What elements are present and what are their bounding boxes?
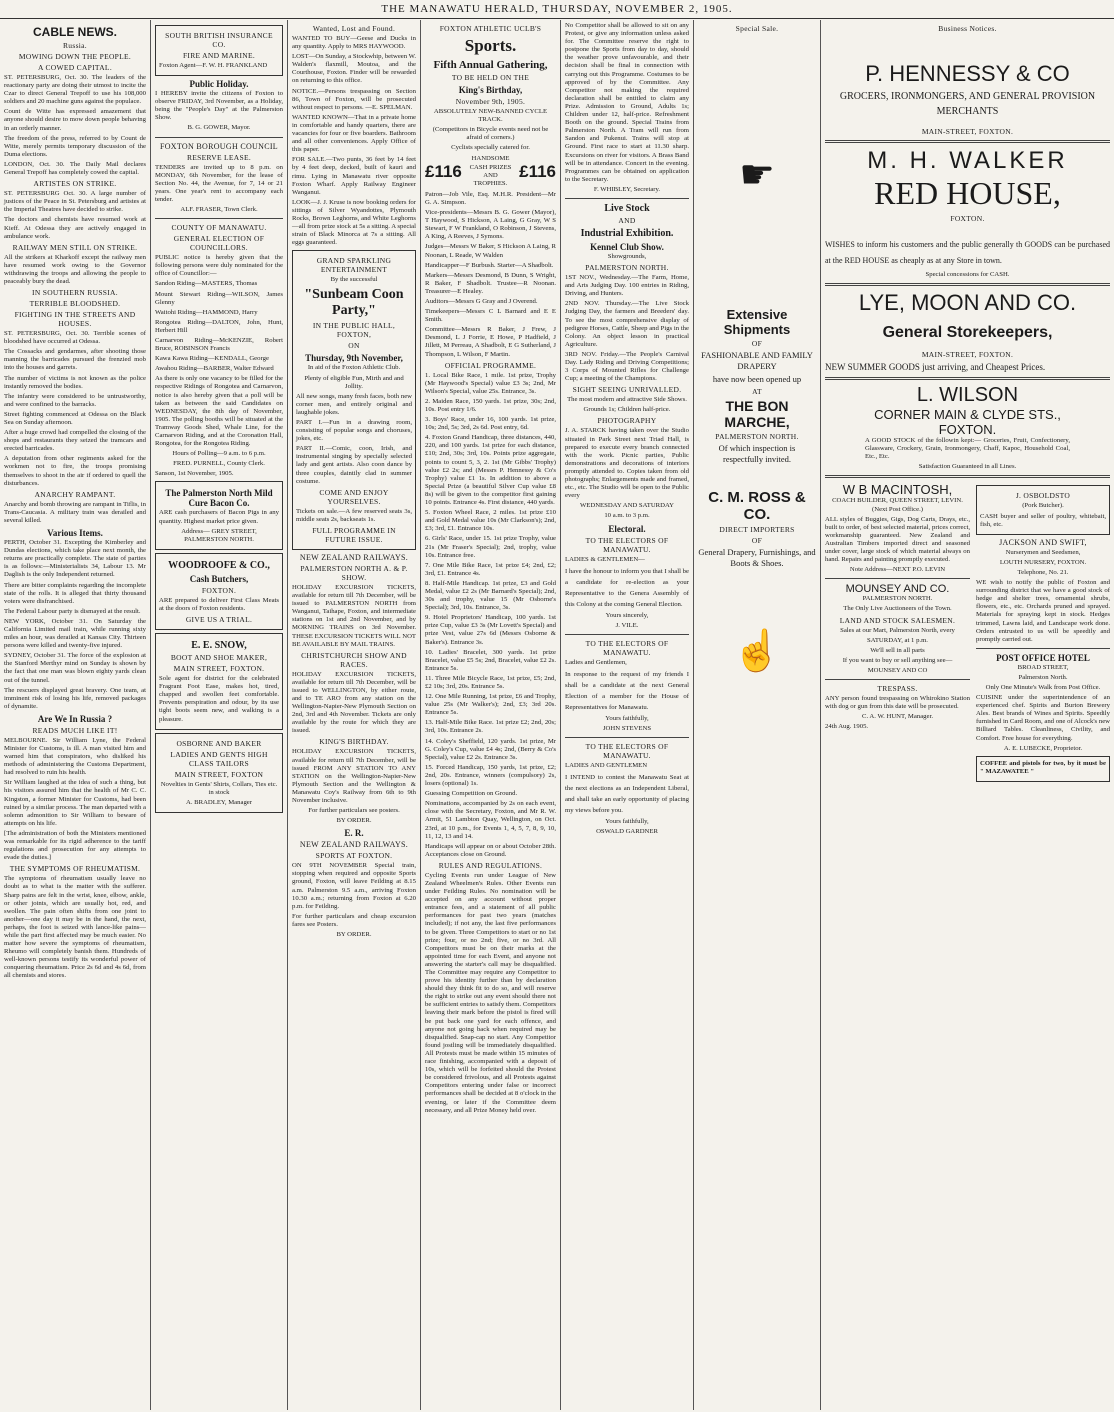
heading: Russia. <box>63 41 87 50</box>
heading: OSBORNE AND BAKER <box>176 738 262 748</box>
heading: COUNTY OF MANAWATU. <box>171 223 267 233</box>
heading: FIGHTING IN THE STREETS AND HOUSES. <box>14 310 136 329</box>
paragraph: As there is only one vacancy to be filled for the respective Ridings of Rongotea and Carnarvon, notice is also hereby given that a poll will be taken as between the said Candidates on WEDNESDAY, the 8th day of November, 1905. The polling booths will be situated at the Tramway Goods Shed, Whale Line, for the Carnarvon Riding, and at the Coronation Hall, Rongotea, for the Rongotea Riding. <box>155 375 283 448</box>
heading: PALMERSTON NORTH A. & P. SHOW. <box>300 563 408 582</box>
paragraph: No Competitor shall be allowed to sit on any Protest, or give any information unless asked for. The Committee reserve the right to postpone the Sports from day to day, should the weather prove unfavourable, and their decision shall be final in connection with carrying out this Programme. Costumes to be approved of by the Committee. Any Competitor not making the required declaration shall be entitled to claim any Prize. Admission to Ground, Adults 1s; Children under 12, half-price. Refreshment Booth on the ground. Special Trains from Palmerston North. A Tram will run from Sandon and Pukenui. Trains will stop at Ground. First race to start at 11.30 sharp. Excursions on river for visitors. A Brass Band will be in attendance. Concert in the evening. Programmes can be obtained on application to the Secretary. <box>565 22 689 183</box>
paragraph: HOLIDAY EXCURSION TICKETS, available for return till 7th December, will be issued to PALMERSTON NORTH from Wanganui, Taihape, Foxton, and intermediate stations on 1st and 2nd November, and by MORNING TRAINS on 3rd November. THESE EXCURSION TICKETS WILL NOT BE AVAILABLE BY MAIL TRAINS. <box>292 583 416 648</box>
event-item: 5. Foxton Wheel Race, 2 miles. 1st prize £10 and Gold Medal value 10s (Mr Clarkson's); 2nd, £3; 3rd, £1. Entrance 10s. <box>425 509 556 533</box>
prize-text: HANDSOME CASH PRIZES AND TROPHIES. <box>469 155 512 187</box>
heading: TO THE ELECTORS OF MANAWATU. <box>585 638 669 657</box>
paragraph: Sales at our Mart, Palmerston North, every <box>840 626 955 634</box>
heading: P. HENNESSY & CO <box>865 61 1070 86</box>
paragraph: Patron—Job Vile, Esq. M.H.R. President—Mr G. A. Simpson. <box>425 190 556 206</box>
heading: GENERAL ELECTION OF COUNCILLORS. <box>173 234 265 253</box>
signature: B. G. GOWER, Mayor. <box>187 124 251 132</box>
heading: NEW ZEALAND RAILWAYS. <box>299 552 409 562</box>
cable-news-title: CABLE NEWS. <box>33 25 117 39</box>
heading: TO THE ELECTORS OF MANAWATU. <box>585 535 669 554</box>
paragraph: 10 a.m. to 3 p.m. <box>604 512 650 520</box>
paragraph: FASHIONABLE AND FAMILY DRAPERY <box>701 350 813 371</box>
heading: TO THE ELECTORS OF MANAWATU. <box>585 742 669 761</box>
paragraph: LONDON, Oct. 30. The Daily Mail declares General Trepoff has completely cowed the capital. <box>4 160 146 177</box>
event-item: 9. Hotel Proprietors' Handicap, 100 yards. 1st prize Cup, value £3 3s (Mr Lovett's Special) and prize Vest, value 27s 6d (Messrs Osborne & Baker's). Entrance 3s. <box>425 614 556 646</box>
paragraph: There are bitter complaints regarding the incomplete state of the rolls. It is alleged that thirty thousand voters were disfranchised. <box>4 581 146 605</box>
paragraph: GROCERS, IRONMONGERS, AND GENERAL PROVISION MERCHANTS <box>839 91 1096 117</box>
heading: "Sunbeam Coon Party," <box>304 287 404 319</box>
heading: ON <box>348 341 360 351</box>
heading: W B MACINTOSH, <box>842 482 953 498</box>
prize-banner <box>425 155 556 187</box>
paragraph: WISHES to inform his customers and the public generally th GOODS can be purchased at the RED HOUSE as cheaply as at any Store in town. <box>825 240 1110 265</box>
paragraph: COFFEE and pistols for two, by it must be " MAZAWATEE " <box>980 759 1106 775</box>
heading: The Palmerston North Mild Cure Bacon Co. <box>165 488 273 509</box>
heading: OF <box>751 536 763 545</box>
paragraph: LOST—On Sunday, a Stockwhip, between W. Walden's flaxmill, Moutoa, and the Courthouse, Foxton. Finder will be rewarded on returning to this office. <box>292 53 417 85</box>
signature: A. E. LUBECKE, Proprietor. <box>1003 744 1083 752</box>
heading: COME AND ENJOY YOURSELVES. <box>319 487 389 506</box>
paragraph: Cycling Events run under League of New Zealand Wheelmen's Rules. Other Events run under Feilding Rules. No nomination will be accepted on any account without proper entrance fees, and a statement of all public performances for past two years (matches included); if not any, the last five performances to be given. Three Competitors to start or no 1st prize; four, or no 2nd; five, or no 3rd. All Competitors must be on their marks at the appointed time for each Event, and anyone not answering the starter's call may be disqualified. The Committee may require any Competitor to prove his identity further than by declaration should they think fit to do so, and will reserve the right to strike out any event should there not be sufficient entries to satisfy them. Competitors leaving their mark before the pistol is fired will be put back one yard for each offence, and anyone not going back when required may be disqualified. Snap-cap no start. Any Competitor found jostling will be immediately disqualified. All Protests must be made within 15 minutes of race finishing, accompanied with a deposit of 10s, which will be forfeited should the Protest be considered frivolous, and all Protests against Competitors entering under false or incorrect performances shall be decided at 8 o'clock in the evening, or later if the Committee deem necessary, and all Prize Money held over. <box>425 871 556 1114</box>
paragraph: Judges—Messrs W Baker, S Hickson A Laing, R Noonan, L Reade, W Walden <box>425 243 556 259</box>
heading: Live Stock <box>604 202 650 214</box>
paragraph: Grounds 1s; Children half-price. <box>583 406 671 414</box>
signature: F. WHIBLEY, Secretary. <box>593 185 661 193</box>
column-business <box>821 22 1114 1408</box>
heading: FOXTON. <box>201 585 237 595</box>
paragraph: PALMERSTON NORTH. <box>862 595 933 603</box>
paragraph: ARE cash purchasers of Bacon Pigs in any quantity. Highest market price given. <box>159 509 279 525</box>
signature: MOUNSEY AND CO <box>867 666 928 674</box>
paragraph: The Federal Labour party is dismayed at the result. <box>4 607 141 615</box>
paragraph: A deputation from other regiments asked for the workmen not to fire, the troops promising themselves to shoot in the air if ordered to quell the disturbances. <box>4 455 146 487</box>
paragraph: The Only Live Auctioneers of the Town. <box>843 605 952 613</box>
list-item: Waitohi Riding—HAMMOND, Harry <box>155 308 258 316</box>
paragraph: Guessing Competition on Ground. <box>425 790 518 798</box>
paragraph: NEW SUMMER GOODS just arriving, and Cheapest Prices. <box>825 362 1046 373</box>
paragraph: CASH buyer and seller of poultry, whitebait, fish, etc. <box>980 512 1106 528</box>
heading: Thursday, 9th November, <box>305 353 403 364</box>
paragraph: Committee—Messrs R Baker, J Frew, J Desmond, L J Forrie, E Howe, P Hadfield, J Jillett, M Perreau, A Shadbolt, E G Sutherland, J Thompson, L Wilson, F Martin. <box>425 326 556 358</box>
insurance-ad <box>155 25 283 76</box>
heading: ANARCHY RAMPANT. <box>34 489 116 499</box>
heading: C. M. ROSS & CO. <box>708 489 806 523</box>
paragraph: ON 9TH NOVEMBER Special train, stopping when required and opposite Sports ground, Foxton, will leave Feilding at 8.15 a.m. Palmerston 9.5 a.m., arriving Foxton 10.30 a.m.; returning from Foxton at 6.20 p.m. for Feilding. <box>292 862 416 910</box>
paragraph: TENDERS are invited up to 8 p.m. on MONDAY, 6th November, for the lease of Section No. 44, the Avenue, for 7, 14 or 21 years. One year's rent to accompany each tender. <box>155 163 283 203</box>
event-item: 10. Ladies' Bracelet, 300 yards. 1st prize Bracelet, value £5 5s; 2nd, Bracelet, value £2 2s. Entrance 5s. <box>425 648 556 672</box>
heading: LAND AND STOCK SALESMEN. <box>839 615 956 625</box>
heading: ARTISTES ON STRIKE. <box>33 179 117 189</box>
signature: JOHN STEVENS <box>602 724 652 732</box>
paragraph: The freedom of the press, referred to by Count de Witte, merely permits temporary discussion of the Duma elections. <box>4 134 146 158</box>
paragraph: J. A. STARCK having taken over the Studio situated in Park Street next Triad Hall, is prepared to execute every branch connected with the work. Picnic parties, Public demonstrations and decorations of interiors promptly attended to. Copies taken from old photographs; Enlargements made and framed, etc., etc. The Studio will be open to the Public every <box>565 427 689 500</box>
heading: A COWED CAPITAL. <box>38 63 112 72</box>
heading: BOOT AND SHOE MAKER, <box>170 653 268 663</box>
heading: CHRISTCHURCH SHOW AND RACES. <box>301 650 407 669</box>
heading: AT <box>752 387 762 396</box>
heading: FOXTON ATHLETIC UCLB'S <box>439 24 542 33</box>
paragraph: WANTED TO BUY—Geese and Ducks in any quantity. Apply to MRS HAYWOOD. <box>292 35 416 51</box>
event-item: 13. Half-Mile Bike Race. 1st prize £2; 2nd, 20s; 3rd, 10s. Entrance 2s. <box>425 719 556 735</box>
heading: Cash Butchers, <box>189 573 249 584</box>
signature: J. VILE. <box>615 621 639 629</box>
osborne-ad <box>155 733 283 813</box>
heading: Sports. <box>464 36 517 55</box>
heading: L. WILSON <box>916 384 1019 407</box>
paragraph: A GOOD STOCK of the followin kept:— Groceries, Fruit, Confectionery, Glassware, Crockery, Grain, Ironmongery, Chaff, Kapoc, Household Coal, Etc., Etc. <box>865 437 1070 461</box>
mazawatee-ad <box>976 756 1110 782</box>
paragraph: Special concessions for CASH. <box>925 271 1010 278</box>
paragraph: NOTICE.—Persons trespassing on Section 86, Town of Foxton, will be prosecuted without respect to persons. —E. SPELMAN. <box>292 87 416 111</box>
heading: PHOTOGRAPHY <box>597 416 657 426</box>
paragraph: 24th Aug. 1905. <box>825 723 869 731</box>
column-show <box>561 22 693 1408</box>
paragraph: LOUTH NURSERY, FOXTON. <box>999 558 1087 566</box>
paragraph: (Pork Butcher). <box>1022 502 1064 510</box>
paragraph: I INTEND to contest the Manawatu Seat at the next elections as an Independent Liberal, and shall take an early opportunity of placing my views before you. <box>565 774 689 815</box>
heading: Extensive Shipments <box>723 307 791 337</box>
paragraph: Markers—Messrs Desmond, B Dunn, S Wright, R Baker, F Shadbolt. Trustee—R Noonan. Treasurer—E Healey. <box>425 271 556 295</box>
paragraph: Sole agent for district for the celebrated Fragrant Foot Ease, makes hot, tired, chapped and swollen feet comfortable. Prevents perspiration and odour, by its use tight boots seem new, and walking is a pleasure. <box>159 675 279 723</box>
pointing-hand-icon: ☛ <box>739 152 775 197</box>
paragraph: Of which inspection is respectfully invited. <box>718 443 796 464</box>
paragraph: Satisfaction Guaranteed in all Lines. <box>918 463 1017 471</box>
prize-amount: £116 <box>425 161 462 181</box>
heading: RED HOUSE, <box>874 175 1061 211</box>
paragraph: Handicapper—F Burbush. Starter—A Shadbolt. <box>425 261 554 269</box>
paragraph: The number of victims is not known as the police instantly removed the bodies. <box>4 374 146 390</box>
paragraph: HOLIDAY EXCURSION TICKETS, available for return till 7th December, will be issued FROM ANY STATION TO ANY STATION on the Wellington-Napier-New Plymouth Section and the Wellington & Manawatu Coy's Railway from 6th to 9th November inclusive. <box>292 748 416 804</box>
event-item: 4. Foxton Grand Handicap, three distances, 440, 220, and 100 yards. 1st prize for each distance, £10; 2nd, 30s; 3rd, 10s. Points prize aggregate, points to count 5, 3, 2. 1st (Mr Gibbs' Trophy) value £2 2s; and (Messrs P. Hennessy & Co's Trophy) value £1 1s. In addition to above a Special Prize (a beautiful Silver Cup value £8 8s) will be given to the competitor first gaining 10 points. Entrance 4s. First distance, 440 yards. <box>425 434 556 507</box>
paragraph: Showgrounds, <box>607 252 647 260</box>
heading: TRESPASS. <box>877 683 918 693</box>
sunbeam-ad <box>292 250 416 550</box>
paragraph: Ladies and Gentlemen, <box>565 658 627 666</box>
paragraph: The Cossacks and gendarmes, after shooting those manning the barricades pursued the frenzied mob into the houses and garrets. <box>4 348 146 372</box>
paragraph: ST. PETERSBURG Oct. 30. A large number of justices of the Peace in St. Petersburg and artistes at the Imperial Theatres have decided to strike. <box>4 190 146 214</box>
heading: E. E. SNOW, <box>191 640 247 652</box>
paragraph: PUBLIC notice is hereby given that the following persons were duly nominated for the office of Councillor:— <box>155 254 283 278</box>
paragraph: PART I.—Fun in a drawing room, consisting of popular songs and choruses, jokes, etc. <box>296 419 412 443</box>
event-item: 15. Forced Handicap, 150 yards, 1st prize, £2; 2nd, 20s. Entrance, winners (compulsory) 2s, losers (optional) 1s. <box>425 763 556 788</box>
paragraph: I HEREBY invite the citizens of Foxton to observe FRIDAY, 3rd November, as a Holiday, being the "People's Day" at the Palmerston Show. <box>155 90 283 122</box>
event-item: 8. Half-Mile Handicap. 1st prize, £3 and Gold Medal, value £2 2s (Mr Barnard's Special); 2nd, 30s and trophy, value 15 (Mr Osborne's Special); 3rd, 10s. Entrance, 3s. <box>425 579 556 612</box>
heading: Public Holiday. <box>189 79 249 90</box>
heading: IN SOUTHERN RUSSIA. <box>32 288 118 298</box>
list-item: Sandon Riding—MASTERS, Thomas <box>155 280 258 288</box>
paragraph: 3RD NOV. Friday.—The People's Carnival Day. Lady Riding and Driving Competitions; 3 Corps of Mounted Rifles for Challenge Cup; a meeting of the Champions. <box>565 350 689 383</box>
heading: RESERVE LEASE. <box>186 152 252 162</box>
paragraph: Count de Witte has expressed amazement that anyone should desire to mow down people behaving in an orderly manner. <box>4 108 146 132</box>
right-ads <box>976 482 1110 784</box>
paragraph: ARE prepared to deliver First Class Meats at the doors of Foxton residents. <box>159 596 279 612</box>
paragraph: Yours faithfully, <box>605 818 649 826</box>
heading: AND <box>618 215 636 225</box>
paragraph: PART II.—Comic, coon, Irish, and instrumental singing by specially selected lady and gent artists. Also coon dance by three couples, daintily clad in summer costume. <box>296 445 412 485</box>
paragraph: Nurserymen and Seedsmen, <box>1005 548 1081 556</box>
paragraph: Nominations, accompanied by 2s on each event, close with the Secretary, Foxton, and Mr R. W. Armit, 51 Lambton Quay, Wellington, on Oct. 23rd, at 10 p.m., for Events 1, 4, 5, 7, 8, 9, 10, 11, 12, 13 and 14. <box>425 800 556 840</box>
snow-ad <box>155 633 283 730</box>
heading: DIRECT IMPORTERS <box>719 525 795 534</box>
heading: PALMERSTON NORTH. <box>585 263 669 273</box>
paragraph: SATURDAY, at 1 p.m. <box>867 636 928 644</box>
heading: FOXTON. <box>950 214 985 223</box>
column-wanted <box>288 22 420 1408</box>
heading: THE BON MARCHE, <box>724 398 790 430</box>
list-item: Rongotea Riding—DALTON, John, Hunt, Herbert Hill <box>155 318 283 334</box>
heading: M. H. WALKER <box>867 147 1068 174</box>
paragraph: WE wish to notify the public of Foxton and surrounding district that we have a good stock of hedge and shelter trees, ornamental shrubs, flowers, etc., etc. Orchards pruned and sprayed. Materials for spraying kept in stock. Hedges trimmed, Lawns laid, and Landscape work done. Orders entrusted to us will be speedily and promptly carried out. <box>976 579 1110 643</box>
heading: THE SYMPTOMS OF RHEUMATISM. <box>9 864 141 874</box>
bacon-ad <box>155 481 283 549</box>
paragraph: Anarchy and bomb throwing are rampant in Tiflis, in Trans-Caucasia. A military train was derailed and several killed. <box>4 500 146 524</box>
heading: IN THE PUBLIC HALL, FOXTON, <box>312 321 396 340</box>
paragraph: All the strikers at Kharkoff except the railway men have resumed work owing to the Governor withdrawing the troops and allowing the people to peaceably bury the dead. <box>4 253 146 285</box>
heading: LADIES AND GENTS HIGH CLASS TAILORS <box>170 749 268 768</box>
paragraph: The most modern and attractive Side Shows. <box>567 396 687 404</box>
paragraph: 1ST NOV., Wednesday.—The Farm, Home, and Arts Judging Day. 100 entries in Riding, Driving, and Hunters. <box>565 274 689 298</box>
paragraph: BY ORDER. <box>336 931 372 939</box>
heading: General Storekeepers, <box>882 324 1053 342</box>
heading: King's Birthday, <box>458 85 523 95</box>
heading: FOXTON. <box>938 422 997 438</box>
paragraph: WEDNESDAY AND SATURDAY <box>579 502 674 510</box>
heading: FOXTON BOROUGH COUNCIL <box>159 141 278 151</box>
osboldsto-ad <box>976 485 1110 534</box>
heading: KING'S BIRTHDAY. <box>319 737 389 747</box>
paragraph: By the successful <box>330 276 378 284</box>
heading: MAIN-STREET, FOXTON. <box>921 350 1014 360</box>
signature: C. A. W. HUNT, Manager. <box>861 713 933 721</box>
paragraph: Plenty of eligible Fun, Mirth and and Jollity. <box>304 374 404 390</box>
heading: MOUNSEY AND CO. <box>845 583 950 596</box>
heading: GIVE US A TRIAL. <box>185 615 253 625</box>
prize-amount: £116 <box>519 161 556 181</box>
paragraph: Hours of Polling—9 a.m. to 6 p.m. <box>172 450 266 458</box>
pointing-hand-icon: ☝ <box>732 628 782 673</box>
paragraph: Timekeepers—Messrs C L Barnard and E E Smith. <box>425 308 556 324</box>
heading: Various Items. <box>47 528 103 539</box>
heading: OF <box>751 339 763 348</box>
paragraph: Cyclists specially catered for. <box>451 144 530 152</box>
event-item: 3. Boys' Race, under 16, 100 yards. 1st prize, 10s; 2nd, 5s; 3rd, 2s 6d. Post entry, 6d. <box>425 416 556 432</box>
heading: MAIN STREET, FOXTON <box>174 769 264 779</box>
heading: CORNER MAIN & CLYDE STS., <box>874 407 1061 423</box>
heading: READS MUCH LIKE IT! <box>32 725 118 735</box>
heading: Electoral. <box>608 523 646 534</box>
column-notices <box>151 22 287 1408</box>
heading: SOUTH BRITISH INSURANCE CO. <box>165 31 273 49</box>
event-item: 11. Three Mile Bicycle Race, 1st prize, £5; 2nd, £2 10s; 3rd, 20s. Entrance 5s. <box>425 674 556 690</box>
paragraph: BY ORDER. <box>336 817 372 825</box>
heading: WOODROOFE & CO., <box>168 559 270 571</box>
heading: November 9th, 1905. <box>455 97 526 106</box>
paragraph: SYDNEY, October 31. The force of the explosion at the Stanford Merthyr mind on Sunday is shown by the fact that one man was blown eighty yards clean out of the tunnel. <box>4 652 146 684</box>
paragraph: 2ND NOV. Thursday.—The Live Stock Judging Day, the farmers and Breeders' day. To see the most comprehensive display of pedigree Horses, Cattle, Sheep and Pigs in the Colony. An object lesson in practical Agriculture. <box>565 300 689 348</box>
heading: J. OSBOLDSTO <box>1015 491 1071 501</box>
list-item: Awahou Riding—BARBER, Walter Edward <box>155 365 274 373</box>
paragraph: I have the honour to inform you that I shall be a candidate for re-election as your Representative to the Genera Assembly of this Colony at the coming General Election. <box>565 567 689 608</box>
paragraph: Tickets on sale.—A few reserved seats 3s, middle seats 2s, backseats 1s. <box>296 507 412 523</box>
column-cable-news <box>0 22 150 1408</box>
paragraph: Only One Minute's Walk from Post Office. <box>985 683 1101 691</box>
heading: JACKSON AND SWIFT, <box>999 537 1087 547</box>
list-item: Kawa Kawa Riding—KENDALL, George <box>155 355 269 363</box>
paragraph: WANTED KNOWN—That in a private home in comfortable and handy quarters, there are vacancies for four or five boarders. Bathroom and all other conveniences. Apply Office of this paper. <box>292 113 416 154</box>
paragraph: Handicaps will appear on or about October 28th. Acceptances close on Ground. <box>425 842 556 858</box>
event-item: 2. Maiden Race, 150 yards. 1st prize, 30s; 2nd, 10s. Post entry 1/6. <box>425 397 556 413</box>
heading: SPORTS AT FOXTON. <box>315 851 393 861</box>
paragraph: In aid of the Foxton Athletic Club. <box>307 364 401 372</box>
paragraph: If you want to buy or sell anything see— <box>842 656 953 664</box>
paragraph: In response to the request of my friends I shall be a candidate at the next General Election of a member for the House of Representatives for Manawatu. <box>565 670 689 711</box>
heading: MOWING DOWN THE PEOPLE. <box>18 52 132 61</box>
paragraph: General Drapery, Furnishings, and Boots & Shoes. <box>698 547 816 568</box>
paragraph: We'll sell in all parts <box>870 646 925 654</box>
heading: TO BE HELD ON THE <box>451 73 530 82</box>
paragraph: Auditors—Messrs G Gray and J Overend. <box>425 297 538 305</box>
heading: MAIN-STREET, FOXTON. <box>921 127 1014 136</box>
paragraph: The symptoms of rheumatism usually leave no doubt as to what is the matter with the sufferer. Sharp pains are felt in the wrist, knee, elbow, ankle, or other joints, which are usually hot, red, and swollen. The pain often shifts from one joint to another—one day it may be in the hand, the next, perhaps, the foot is seized with lance-like pains—while the part first affected may be much easier. No matter how severe the symptoms of rheumatism, Rheumo will completely banish them. Hundreds of well-known persons testify its wonderful power of conquering rheumatism. Price 2s 6d and 4s 6d, from all chemists and stores. <box>4 875 146 980</box>
signature: OSWALD GARDNER <box>596 828 658 836</box>
paragraph: LADIES & GENTLEMEN— <box>565 555 645 563</box>
heading: Fifth Annual Gathering, <box>433 59 548 71</box>
left-ads <box>825 482 970 784</box>
heading: RAILWAY MEN STILL ON STRIKE. <box>12 242 138 252</box>
paragraph: After a huge crowd had compelled the closing of the shops and restaurants they seized the tramcars and erected barricades. <box>4 429 146 453</box>
heading: PALMERSTON NORTH. <box>715 432 799 441</box>
paragraph: Foxton Agent—F. W. H. FRANKLAND <box>159 62 268 69</box>
paragraph: For further particulars see posters. <box>308 807 400 815</box>
paragraph: Address— GREY STREET, PALMERSTON NORTH. <box>181 527 257 543</box>
heading: E. R. <box>344 828 364 839</box>
signature: A. BRADLEY, Manager <box>186 798 252 806</box>
heading: Are We In Russia ? <box>37 713 113 724</box>
paragraph: Vice-presidents—Messrs B. G. Gower (Mayor), T Haywood, S Hickson, A Laing, G Gray, W S Stewart, F W Frankland, O Robinson, J Stevens, A King, A Reeves, J Symons. <box>425 209 556 241</box>
heading: Business Notices. <box>938 24 997 33</box>
paragraph: NEW YORK, October 31. On Saturday the California Limited mail train, while running sixty miles an hour, was derailed at Kansas City. Thirteen persons were killed and twenty-five injured. <box>4 617 146 650</box>
paragraph: ALL styles of Buggies, Gigs, Dog Carts, Drays, etc., built to order, of best selected material, prices correct, workmanship guaranteed. New Zealand and Australian Timbers imported direct and seasoned under cover, large stock of which material always on hand. Repairs and painting promptly executed. <box>825 515 970 564</box>
list-item: Mount Stewart Riding—WILSON, James Glenny <box>155 290 283 306</box>
paragraph: ST. PETERSBURG, Oct. 30. The leaders of the reactionary party are doing their utmost to incite the Czar to direct General Trepoff to use his 108,000 soldiers and 20 machine guns against the populace. <box>4 74 146 106</box>
paragraph: Street fighting commenced at Odessa on the Black Sea on Sunday afternoon. <box>4 410 146 426</box>
lower-ads <box>825 482 1110 784</box>
heading: OFFICIAL PROGRAMME. <box>444 360 537 370</box>
paragraph: COACH BUILDER, QUEEN STREET, LEVIN. (Next Post Office.) <box>832 497 963 513</box>
signature: ALF. FRASER, Town Clerk. <box>180 206 258 214</box>
paragraph: Novelties in Gents' Shirts, Collars, Ties etc. in stock <box>160 780 278 796</box>
paragraph: ANY person found trespassing on Whirokino Station with dog or gun from this date will be prosecuted. <box>825 694 970 711</box>
paragraph: LADIES AND GENTLEMEN <box>565 762 648 770</box>
paragraph: FOR SALE.—Two punts, 36 feet by 14 feet by 4 feet deep, decked, built of kauri and rimu. Lying in Manawatu river opposite Foxton Wharf. Apply Railway Engineer Wanganui. <box>292 156 416 196</box>
heading: FULL PROGRAMME IN FUTURE ISSUE. <box>312 525 396 544</box>
paragraph: The rescuers displayed great bravery. One team, at imminent risk of losing his life, removed packages of dynamite. <box>4 686 146 710</box>
paragraph: For further particulars and cheap excursion fares see Posters. <box>292 912 416 928</box>
heading: FIRE AND MARINE. <box>182 51 256 60</box>
column-drapery <box>694 22 820 1408</box>
heading: MAIN STREET, FOXTON. <box>173 664 265 674</box>
paragraph: The infantry were considered to be untrustworthy, and were confined to the barracks. <box>4 392 146 408</box>
paragraph: PERTH, October 31. Excepting the Kimberley and Dundas elections, which take place next month, the returns are practically complete. The state of parties is as follows:—Ministerialists 34, Labour 13. Mr Daglish is the only Independent returned. <box>4 539 146 579</box>
heading: NEW ZEALAND RAILWAYS. <box>299 840 409 850</box>
paragraph: Note Address—NEXT P.O. LEVIN <box>849 566 946 574</box>
heading: Kennel Club Show. <box>590 241 664 252</box>
paragraph: BROAD STREET, <box>1017 663 1069 671</box>
event-item: 12. One Mile Running, 1st prize, £6 and Trophy, value 25s (Mr Walker's); 2nd, £3; 3rd 20s. Entrance 5s. <box>425 693 556 717</box>
paragraph: Yours sincerely, <box>605 611 649 619</box>
heading: Wanted, Lost and Found. <box>312 24 396 33</box>
paragraph: Sanson, 1st November, 1905. <box>155 470 234 478</box>
paragraph: Telephone, No. 21. <box>1017 568 1069 576</box>
heading: SIGHT SEEING UNRIVALLED. <box>572 385 682 395</box>
event-item: 1. Local Bike Race, 1 mile. 1st prize, Trophy (Mr Haywood's Special) value £3 3s; 2nd, Mr Wilson's Special, value 25s. Entrance, 3s. <box>425 371 556 395</box>
woodroofe-ad <box>155 553 283 630</box>
event-item: 14. Coley's Sheffield, 120 yards. 1st prize, Mr G. Coley's Cup, value £4 4s; 2nd, (Berry & Co's Special), value £2 2s. Entrance 3s. <box>425 737 556 761</box>
paragraph: Yours faithfully, <box>605 714 649 722</box>
paragraph: ABSOLUTELY NEW-BANNED CYCLE TRACK. <box>433 108 548 124</box>
masthead: THE MANAWATU HERALD, THURSDAY, NOVEMBER 2, 1905. <box>0 0 1114 19</box>
paragraph: The doctors and chemists have resumed work at Kieff. At Odessa they are actively engaged in ambulance work. <box>4 216 146 240</box>
heading: RULES AND REGULATIONS. <box>438 860 543 870</box>
paragraph: [The administration of both the Ministers mentioned was remarkable for its rigid adherence to the tariff regulations and prosecution for any attempts to evade the duties.] <box>4 829 146 862</box>
heading: GRAND SPARKLING ENTERTAINMENT <box>316 256 392 275</box>
heading: TERRIBLE BLOODSHED. <box>29 299 121 309</box>
heading: LYE, MOON AND CO. <box>858 290 1077 316</box>
paragraph: (Competitors in Bicycle events need not be afraid of corners.) <box>432 126 549 142</box>
paragraph: MELBOURNE. Sir William Lyne, the Federal Minister for Customs, is ill. A man visited him and warned him that conspirators, who disliked his methods of administering the Customs Department, had resolved to ruin his health. <box>4 736 146 777</box>
paragraph: have now been opened up <box>712 374 802 384</box>
paragraph: Sir William laughed at the idea of such a thing, but his visitors assured him that the health of Mr C. C. Kingston, a former Minister for Customs, had been ruined by a similar process. The man departed with a solemn admonition to Sir William to beware of attempts on his life. <box>4 779 146 827</box>
paragraph: CUISINE under the superintendence of an experienced chef. Spirits and Burton Brewery Ales. Best brands of Wines and Spirits. Speedily furnished in Card Room, and one of Alcock's new Billiard Tables. Cleanliness, Civility, and Comfort. Free house for everything. <box>976 694 1110 742</box>
paragraph: All new songs, many fresh faces, both new corner men, and entirely original and laughable jokes. <box>296 392 412 416</box>
heading: Industrial Exhibition. <box>580 227 674 239</box>
heading: POST OFFICE HOTEL <box>996 652 1090 663</box>
signature: FRED. PURNELL, County Clerk. <box>173 460 265 468</box>
paragraph: Palmerston North. <box>1018 673 1068 681</box>
column-sports <box>421 22 560 1408</box>
event-item: 6. Girls' Race, under 15. 1st prize Trophy, value 21s (Mr Fraser's Special); 2nd, trophy, value 10s. Entrance free. <box>425 535 556 559</box>
paragraph: ST. PETERSBURG, Oct. 30. Terrible scenes of bloodshed have occurred at Odessa. <box>4 330 146 346</box>
list-item: Carnarvon Riding—McKENZIE, Robert Bruce, ROBINSON Francis <box>155 336 283 353</box>
event-item: 7. One Mile Bike Race, 1st prize £4; 2nd, £2; 3rd, £1. Entrance 4s. <box>425 561 556 577</box>
paragraph: LOOK—J. J. Kruse is now booking orders for sittings of Silver Wyandottes, Plymouth Rocks, Brown Leghorns, and White Leghorns—all from prize stock at 5s a sitting. A special strain of Black Minorca at 7s a sitting. All eggs guaranteed. <box>292 198 416 247</box>
heading: Special Sale. <box>735 24 779 33</box>
paragraph: HOLIDAY EXCURSION TICKETS, available for return till 7th December, will be issued to WELLINGTON, by either route, and to TE ARO from any station on the Wellington-Napier-New Plymouth Section on 2nd, 3rd and 4th November. Tickets are only available by the route for which they are issued. <box>292 670 416 735</box>
